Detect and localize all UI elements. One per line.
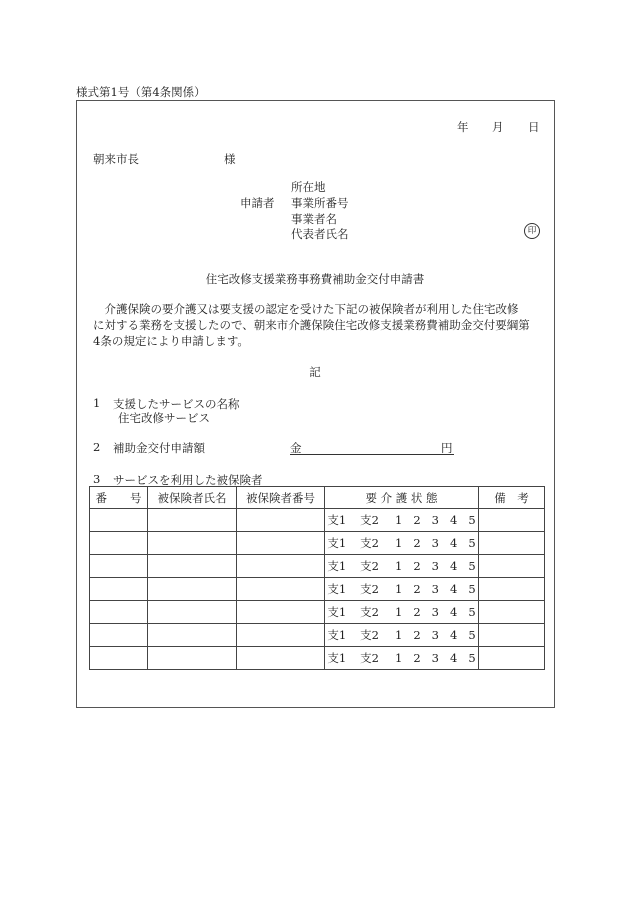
care-level-option[interactable]: 4: [449, 582, 458, 596]
applicant-representative-label: 代表者氏名: [291, 227, 349, 241]
table-body: [90, 509, 545, 670]
seal-mark: 印: [524, 223, 540, 239]
header-care-level: 要 介 護 状 態: [325, 487, 479, 509]
cell-number[interactable]: [90, 647, 148, 670]
table-row: [90, 601, 545, 624]
addressee-name: 朝来市長: [93, 152, 139, 166]
care-level-option[interactable]: 1: [395, 536, 403, 550]
cell-insured-name[interactable]: [148, 555, 237, 578]
care-level-option[interactable]: 支2: [360, 605, 379, 619]
cell-remarks[interactable]: [479, 555, 545, 578]
table-row: [90, 624, 545, 647]
care-level-option[interactable]: 支2: [360, 651, 379, 665]
care-level-option[interactable]: 支2: [360, 582, 379, 596]
care-level-option[interactable]: 3: [431, 536, 439, 550]
amount-field[interactable]: [290, 454, 454, 455]
cell-insured-name[interactable]: [148, 601, 237, 624]
care-level-option[interactable]: 2: [413, 559, 421, 573]
section-2-number: 2: [93, 440, 101, 454]
applicant-business-name-label: 事業者名: [291, 212, 337, 226]
care-level-option[interactable]: 4: [449, 628, 458, 642]
cell-number[interactable]: [90, 555, 148, 578]
care-level-option[interactable]: 5: [468, 651, 476, 665]
cell-insured-name[interactable]: [148, 578, 237, 601]
cell-remarks[interactable]: [479, 578, 545, 601]
insured-persons-table: [89, 486, 545, 670]
body-text-line-1: 介護保険の要介護又は要支援の認定を受けた下記の被保険者が利用した住宅改修: [93, 302, 519, 316]
care-level-option[interactable]: 5: [468, 582, 476, 596]
care-level-option[interactable]: 3: [431, 559, 439, 573]
cell-remarks[interactable]: [479, 532, 545, 555]
care-level-option[interactable]: 3: [431, 628, 439, 642]
cell-insured-name[interactable]: [148, 532, 237, 555]
care-level-option[interactable]: 3: [431, 582, 439, 596]
table-row: [90, 509, 545, 532]
cell-remarks[interactable]: [479, 509, 545, 532]
care-level-option[interactable]: 5: [468, 628, 476, 642]
amount-prefix: 金: [290, 441, 302, 455]
cell-care-level: [325, 509, 479, 532]
body-text-line-3: 4条の規定により申請します。: [93, 334, 249, 348]
care-level-option[interactable]: 1: [395, 582, 403, 596]
care-level-option[interactable]: 支2: [360, 513, 379, 527]
section-2-label: 補助金交付申請額: [113, 441, 205, 455]
care-level-option[interactable]: 5: [468, 513, 476, 527]
care-level-option[interactable]: 3: [431, 513, 439, 527]
care-level-option[interactable]: 2: [413, 605, 421, 619]
date-month: 月: [492, 120, 504, 134]
cell-care-level: [325, 555, 479, 578]
cell-insured-number[interactable]: [237, 601, 325, 624]
care-level-option[interactable]: 支1: [327, 605, 347, 619]
table-row: [90, 555, 545, 578]
header-remarks: 備 考: [479, 487, 545, 509]
care-level-option[interactable]: 1: [395, 559, 403, 573]
cell-insured-number[interactable]: [237, 509, 325, 532]
care-level-option[interactable]: 2: [413, 628, 421, 642]
cell-insured-name[interactable]: [148, 647, 237, 670]
cell-number[interactable]: [90, 624, 148, 647]
care-level-option[interactable]: 支2: [360, 628, 379, 642]
care-level-option[interactable]: 5: [468, 605, 476, 619]
cell-insured-name[interactable]: [148, 624, 237, 647]
care-level-option[interactable]: 2: [413, 582, 421, 596]
care-level-option[interactable]: 1: [395, 513, 403, 527]
care-level-option[interactable]: 3: [431, 651, 439, 665]
care-level-option[interactable]: 2: [413, 651, 421, 665]
table-row: [90, 647, 545, 670]
section-3-number: 3: [93, 472, 101, 486]
care-level-option[interactable]: 4: [449, 605, 458, 619]
care-level-option[interactable]: 5: [468, 536, 476, 550]
care-level-option[interactable]: 4: [449, 651, 458, 665]
table-row: [90, 532, 545, 555]
cell-insured-number[interactable]: [237, 555, 325, 578]
care-level-option[interactable]: 4: [449, 513, 458, 527]
cell-care-level: [325, 624, 479, 647]
applicant-address-label: 所在地: [291, 180, 326, 194]
cell-insured-number[interactable]: [237, 624, 325, 647]
applicant-label: 申請者: [240, 196, 275, 210]
cell-number[interactable]: [90, 509, 148, 532]
document-title: 住宅改修支援業務事務費補助金交付申請書: [205, 272, 425, 286]
form-number: 様式第1号（第4条関係）: [76, 85, 206, 99]
care-level-option[interactable]: 4: [449, 536, 458, 550]
care-level-option[interactable]: 1: [395, 651, 403, 665]
section-1-label: 支援したサービスの名称: [113, 397, 240, 411]
care-level-option[interactable]: 1: [395, 605, 403, 619]
care-level-option[interactable]: 支1: [327, 628, 347, 642]
cell-care-level: [325, 601, 479, 624]
care-level-option[interactable]: 3: [431, 605, 439, 619]
section-1-value: 住宅改修サービス: [118, 411, 210, 425]
addressee-honorific: 様: [224, 152, 236, 166]
cell-remarks[interactable]: [479, 601, 545, 624]
cell-insured-number[interactable]: [237, 647, 325, 670]
care-level-option[interactable]: 1: [395, 628, 403, 642]
body-text-line-2: に対する業務を支援したので、朝来市介護保険住宅改修支援業務費補助金交付要綱第: [93, 318, 530, 332]
date-day: 日: [528, 120, 540, 134]
cell-care-level: [325, 578, 479, 601]
care-level-option[interactable]: 支1: [327, 513, 347, 527]
cell-remarks[interactable]: [479, 624, 545, 647]
care-level-option[interactable]: 支1: [327, 536, 347, 550]
amount-suffix: 円: [441, 441, 453, 455]
header-insured-number: 被保険者番号: [237, 487, 325, 509]
header-number: 番 号: [90, 487, 148, 509]
cell-insured-number[interactable]: [237, 532, 325, 555]
care-level-option[interactable]: 2: [413, 513, 421, 527]
ki-heading: 記: [309, 365, 321, 379]
care-level-option[interactable]: 5: [468, 559, 476, 573]
care-level-option[interactable]: 支1: [327, 651, 347, 665]
cell-number[interactable]: [90, 578, 148, 601]
cell-care-level: [325, 532, 479, 555]
care-level-option[interactable]: 支1: [327, 559, 347, 573]
section-3-label: サービスを利用した被保険者: [113, 473, 263, 487]
table-row: [90, 578, 545, 601]
care-level-option[interactable]: 支2: [360, 559, 379, 573]
applicant-office-number-label: 事業所番号: [291, 196, 349, 210]
cell-remarks[interactable]: [479, 647, 545, 670]
care-level-option[interactable]: 2: [413, 536, 421, 550]
header-insured-name: 被保険者氏名: [148, 487, 237, 509]
cell-insured-name[interactable]: [148, 509, 237, 532]
cell-number[interactable]: [90, 601, 148, 624]
care-level-option[interactable]: 支1: [327, 582, 347, 596]
care-level-option[interactable]: 支2: [360, 536, 379, 550]
care-level-option[interactable]: 4: [449, 559, 458, 573]
cell-number[interactable]: [90, 532, 148, 555]
date-year: 年: [457, 120, 469, 134]
table-header-row: [90, 487, 545, 509]
cell-care-level: [325, 647, 479, 670]
cell-insured-number[interactable]: [237, 578, 325, 601]
section-1-number: 1: [93, 396, 101, 410]
